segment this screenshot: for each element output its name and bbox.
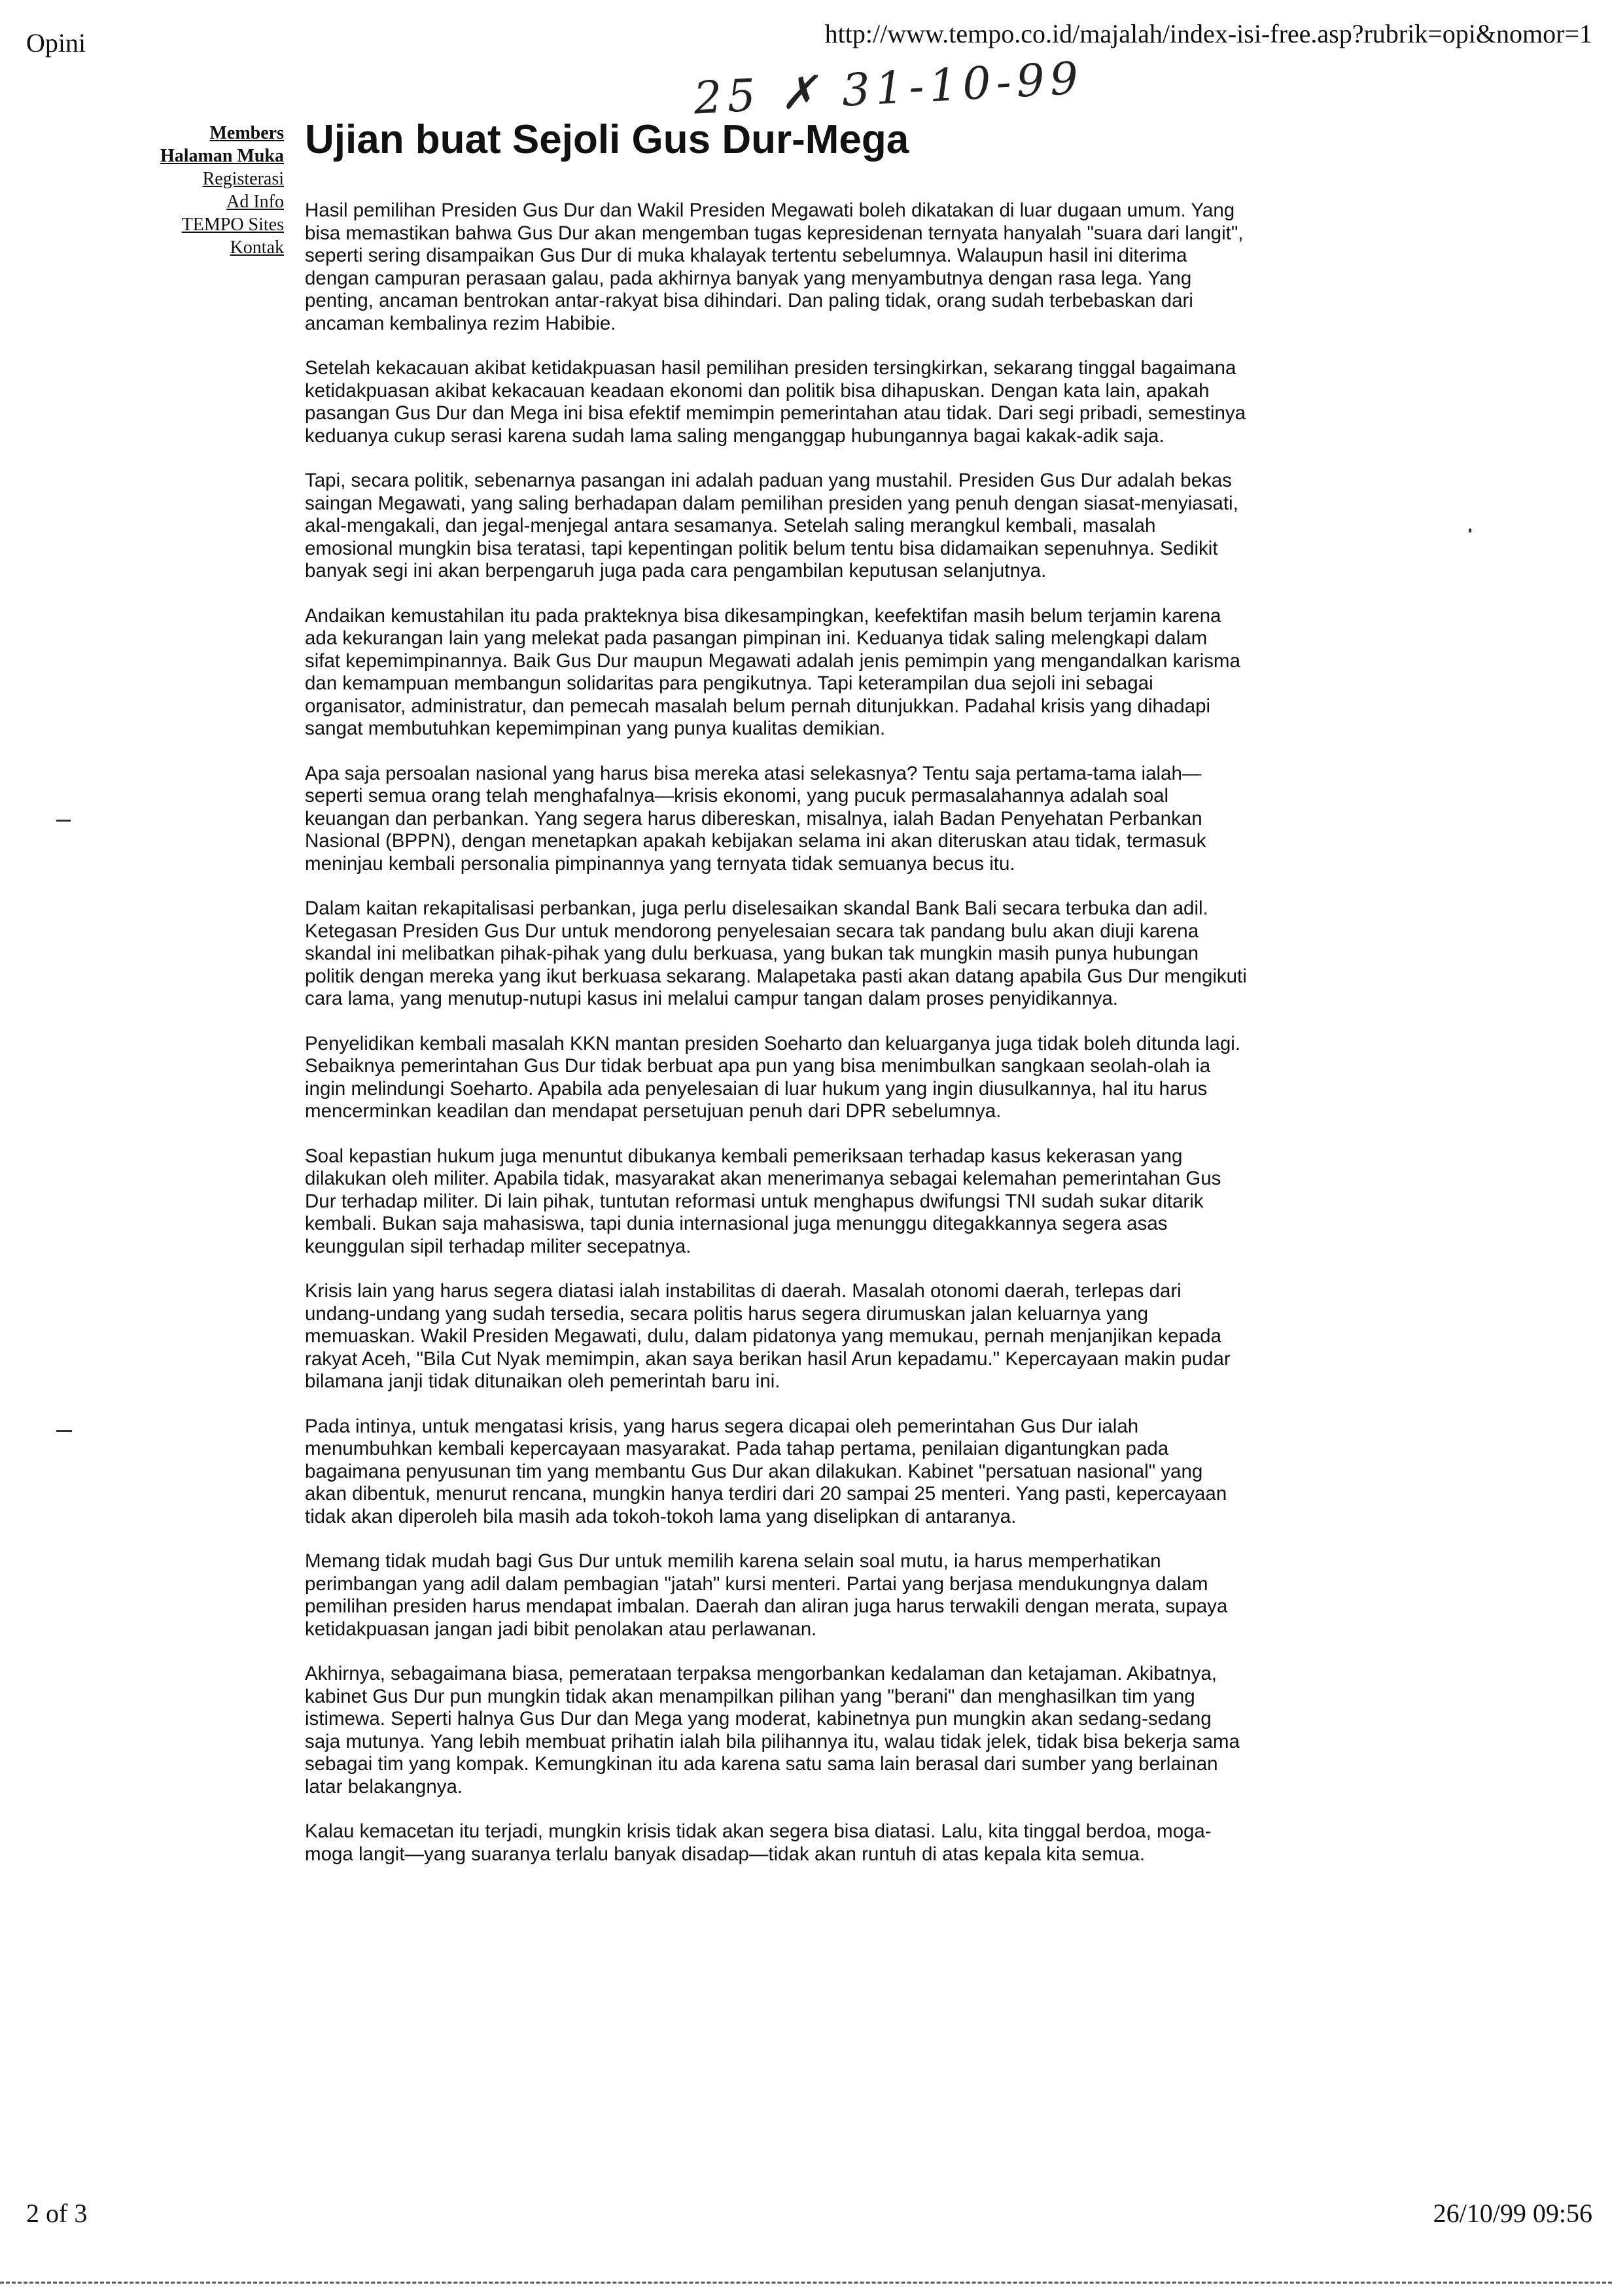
sidebar-nav [160, 122, 284, 259]
article-paragraph: Apa saja persoalan nasional yang harus bisa mereka atasi selekasnya? Tentu saja pertama-tama ialah—seperti semua orang telah menghafalnya—krisis ekonomi, yang pucuk permasalahannya adalah soal keuangan dan perbankan. Yang segera harus dibereskan, misalnya, ialah Badan Penyehatan Perbankan Nasional (BPPN), dengan menetapkan apakah kebijakan selama ini akan diteruskan atau tidak, termasuk meninjau kembali personalia pimpinannya yang ternyata tidak semuanya becus itu. [305, 762, 1206, 875]
article-title: Ujian buat Sejoli Gus Dur-Mega [305, 117, 909, 162]
article-paragraph: Soal kepastian hukum juga menuntut dibukanya kembali pemeriksaan terhadap kasus kekerasan yang dilakukan oleh militer. Apabila tidak, masyarakat akan menerimanya sebagai kelemahan pemerintahan Gus Dur terhadap militer. Di lain pihak, tuntutan reformasi untuk menghapus dwifungsi TNI sudah sukar ditarik kembali. Bukan saja mahasiswa, tapi dunia internasional juga menunggu ditegakkannya segera asas keunggulan sipil terhadap militer secepatnya. [305, 1145, 1221, 1257]
scan-speck [1469, 529, 1471, 532]
sidebar-link-ad-info[interactable]: Ad Info [226, 192, 284, 212]
sidebar-link-members[interactable]: Members [209, 123, 284, 143]
scan-speck [56, 820, 71, 822]
article-paragraph: Akhirnya, sebagaimana biasa, pemerataan terpaksa mengorbankan kedalaman dan ketajaman. Akibatnya, kabinet Gus Dur pun mungkin tidak akan menampilkan pilihan yang "berani" dan menghasilkan tim yang istimewa. Seperti halnya Gus Dur dan Mega yang moderat, kabinetnya pun mungkin akan sedang-sedang saja mutunya. Yang lebih membuat prihatin ialah bila pilihannya itu, walau tidak jelek, tidak bisa bekerja sama sebagai tim yang kompak. Kemungkinan itu ada karena satu sama lain berasal dari sumber yang berlainan latar belakangnya. [305, 1663, 1240, 1798]
article-paragraph: Dalam kaitan rekapitalisasi perbankan, juga perlu diselesaikan skandal Bank Bali secara terbuka dan adil. Ketegasan Presiden Gus Dur untuk mendorong penyelesaian secara tak pandang bulu akan diuji karena skandal ini melibatkan pihak-pihak yang dulu berkuasa, yang bukan tak mungkin masih punya hubungan politik dengan mereka yang ikut berkuasa sekarang. Malapetaka pasti akan datang apabila Gus Dur mengikuti cara lama, yang menutup-nutupi kasus ini melalui campur tangan dalam proses penyidikannya. [305, 897, 1247, 1009]
page-counter: 2 of 3 [26, 2199, 88, 2228]
article-paragraph: Hasil pemilihan Presiden Gus Dur dan Wakil Presiden Megawati boleh dikatakan di luar dugaan umum. Yang bisa memastikan bahwa Gus Dur akan mengemban tugas kepresidenan ternyata hanyalah "suara dari langit", seperti sering disampaikan Gus Dur di muka khalayak tertentu sebelumnya. Walaupun hasil ini diterima dengan campuran perasaan galau, pada akhirnya banyak yang menyambutnya dengan rasa lega. Yang penting, ancaman bentrokan antar-rakyat bisa dihindari. Dan paling tidak, orang sudah terbebaskan dari ancaman kembalinya rezim Habibie. [305, 200, 1244, 334]
scan-speck [56, 1430, 72, 1432]
handwritten-date: 25 ✗ 31-10-99 [692, 52, 1085, 125]
article-paragraph: Krisis lain yang harus segera diatasi ialah instabilitas di daerah. Masalah otonomi daerah, terlepas dari undang-undang yang sudah tersedia, secara politis harus segera dirumuskan jalan keluarnya yang memuaskan. Wakil Presiden Megawati, dulu, dalam pidatonya yang memukau, pernah menjanjikan kepada rakyat Aceh, "Bila Cut Nyak memimpin, akan saya berikan hasil Arun kepadamu." Kepercayaan makin pudar bilamana janji tidak ditunaikan oleh pemerintah baru ini. [305, 1280, 1231, 1392]
page-url: http://www.tempo.co.id/majalah/index-isi-free.asp?rubrik=opi&nomor=1 [824, 19, 1592, 48]
article-body [305, 200, 1247, 1888]
print-datetime: 26/10/99 09:56 [1433, 2199, 1592, 2228]
article-paragraph: Pada intinya, untuk mengatasi krisis, yang harus segera dicapai oleh pemerintahan Gus Dur ialah menumbuhkan kembali kepercayaan masyarakat. Pada tahap pertama, penilaian digantungkan pada bagaimana penyusunan tim yang membantu Gus Dur akan dilakukan. Kabinet "persatuan nasional" yang akan dibentuk, menurut rencana, mungkin hanya terdiri dari 20 sampai 25 menteri. Yang pasti, kepercayaan tidak akan diperoleh bila masih ada tokoh-tokoh lama yang diselipkan di antaranya. [305, 1415, 1227, 1527]
sidebar-link-halaman-muka[interactable]: Halaman Muka [160, 146, 284, 166]
article-paragraph: Memang tidak mudah bagi Gus Dur untuk memilih karena selain soal mutu, ia harus memperhatikan perimbangan yang adil dalam pembagian "jatah" kursi menteri. Partai yang berjasa mendukungnya dalam pemilihan presiden harus mendapat imbalan. Daerah dan aliran juga harus terwakili dengan merata, supaya ketidakpuasan jangan jadi bibit penolakan atau perlawanan. [305, 1550, 1228, 1640]
article-paragraph: Andaikan kemustahilan itu pada prakteknya bisa dikesampingkan, keefektifan masih belum terjamin karena ada kekurangan lain yang melekat pada pasangan pimpinan ini. Keduanya tidak saling melengkapi dalam sifat kepemimpinannya. Baik Gus Dur maupun Megawati adalah jenis pemimpin yang mengandalkan karisma dan kemampuan membangun solidaritas para pengikutnya. Tapi keterampilan dua sejoli ini sebagai organisator, administratur, dan pemecah masalah belum pernah ditunjukkan. Padahal krisis yang dihadapi sangat membutuhkan kepemimpinan yang punya kualitas demikian. [305, 604, 1240, 739]
section-label: Opini [26, 28, 86, 58]
sidebar-link-kontak[interactable]: Kontak [230, 237, 284, 258]
article-paragraph: Kalau kemacetan itu terjadi, mungkin krisis tidak akan segera bisa diatasi. Lalu, kita tinggal berdoa, moga-moga langit—yang suaranya terlalu banyak disadap—tidak akan runtuh di atas kepala kita semua. [305, 1820, 1212, 1865]
article-paragraph: Penyelidikan kembali masalah KKN mantan presiden Soeharto dan keluarganya juga tidak boleh ditunda lagi. Sebaiknya pemerintahan Gus Dur tidak berbuat apa pun yang bisa menimbulkan sangkaan seolah-olah ia ingin melindungi Soeharto. Apabila ada penyelesaian di luar hukum yang ingin diusulkannya, hal itu harus mencerminkan keadilan dan mendapat persetujuan penuh dari DPR sebelumnya. [305, 1032, 1241, 1122]
scan-edge-line [0, 2282, 1612, 2286]
article-paragraph: Tapi, secara politik, sebenarnya pasangan ini adalah paduan yang mustahil. Presiden Gus Dur adalah bekas saingan Megawati, yang saling berhadapan dalam pemilihan presiden yang penuh dengan siasat-menyiasati, akal-mengakali, dan jegal-menjegal antara sesamanya. Setelah saling merangkul kembali, masalah emosional mungkin bisa teratasi, tapi kepentingan politik belum tentu bisa didamaikan sepenuhnya. Sedikit banyak segi ini akan berpengaruh juga pada cara pengambilan keputusan selanjutnya. [305, 470, 1238, 582]
article-paragraph: Setelah kekacauan akibat ketidakpuasan hasil pemilihan presiden tersingkirkan, sekarang tinggal bagaimana ketidakpuasan akibat kekacauan keadaan ekonomi dan politik bisa dihapuskan. Dengan kata lain, apakah pasangan Gus Dur dan Mega ini bisa efektif memimpin pemerintahan atau tidak. Dari segi pribadi, semestinya keduanya cukup serasi karena sudah lama saling menganggap hubungannya bagai kakak-adik saja. [305, 357, 1246, 447]
sidebar-link-registerasi[interactable]: Registerasi [202, 169, 284, 189]
sidebar-link-tempo-sites[interactable]: TEMPO Sites [181, 215, 284, 235]
